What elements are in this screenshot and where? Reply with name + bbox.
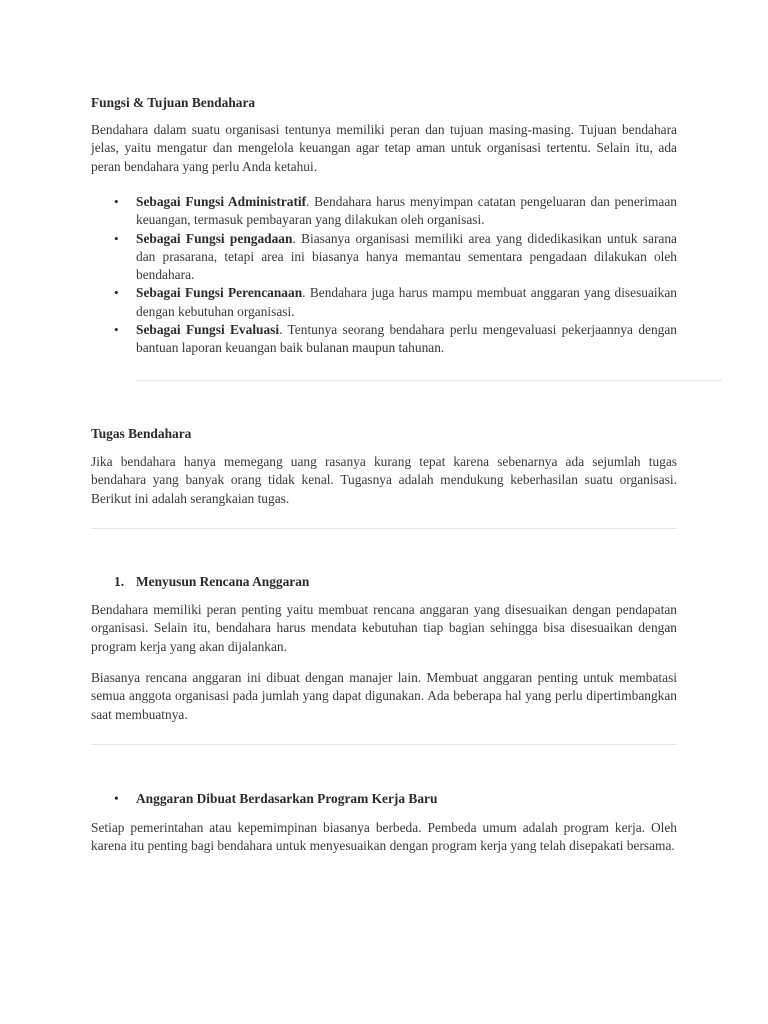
bullet-icon: •	[114, 285, 119, 301]
section-heading-tugas: Tugas Bendahara	[91, 426, 192, 441]
list-item-term: Sebagai Fungsi Perencanaan	[136, 285, 303, 301]
divider	[91, 528, 677, 529]
list-item-term: Sebagai Fungsi pengadaan	[136, 230, 293, 246]
divider	[136, 380, 722, 381]
section-heading-fungsi-tujuan: Fungsi & Tujuan Bendahara	[91, 95, 256, 110]
list-item-term: Sebagai Fungsi Administratif	[136, 194, 307, 209]
list-item-fungsi-perencanaan	[114, 284, 677, 321]
divider	[91, 744, 677, 745]
bullet-icon: •	[114, 194, 119, 209]
paragraph-tugas-intro: Jika bendahara hanya memegang uang rasanya kurang tepat karena sebenarnya ada sejumlah tugas bendahara yang banyak orang tidak kenal. Tugasnya adalah mendukung keberhasilan suatu organisasi. Berikut ini adalah serangkaian tugas.	[91, 454, 677, 506]
bullet-icon: •	[114, 322, 119, 338]
list-item-text: . Biasanya organisasi memiliki area yang didedikasikan untuk sarana dan prasarana, tetapi area ini biasanya hanya memantau sementara pengadaan dilakukan oleh bendahara.	[136, 230, 677, 283]
list-item-fungsi-pengadaan	[114, 230, 677, 285]
paragraph-rencana-1: Bendahara memiliki peran penting yaitu membuat rencana anggaran yang disesuaikan dengan pendapatan organisasi. Selain itu, bendahara harus mendata kebutuhan tiap bagian sehingga bisa disesuaikan dengan program kerja yang akan dijalankan.	[91, 602, 677, 654]
list-item-text: . Bendahara harus menyimpan catatan pengeluaran dan penerimaan keuangan, termasuk pembayaran yang dilakukan oleh organisasi.	[136, 194, 677, 228]
heading-number: 1.	[114, 574, 125, 589]
paragraph-rencana-2: Biasanya rencana anggaran ini dibuat dengan manajer lain. Membuat anggaran penting untuk membatasi semua anggota organisasi pada jumlah yang dapat digunakan. Ada beberapa hal yang perlu dipertimbangkan saat membuatnya.	[91, 670, 677, 722]
paragraph-program-kerja: Setiap pemerintahan atau kepemimpinan biasanya berbeda. Pembeda umum adalah program kerja. Oleh karena itu penting bagi bendahara untuk menyesuaikan dengan program kerja yang telah disepakati bersama.	[91, 820, 677, 854]
bullet-icon: •	[114, 230, 119, 246]
fungsi-bullet-list	[114, 193, 677, 358]
numbered-heading-rencana-anggaran	[114, 574, 309, 590]
list-item-text: . Tentunya seorang bendahara perlu mengevaluasi pekerjaannya dengan bantuan laporan keuangan baik bulanan maupun tahunan.	[136, 322, 677, 356]
heading-text: Menyusun Rencana Anggaran	[136, 574, 310, 589]
list-item-fungsi-administratif	[114, 193, 677, 230]
heading-text: Anggaran Dibuat Berdasarkan Program Kerja Baru	[136, 791, 438, 806]
list-item-text: . Bendahara juga harus mampu membuat anggaran yang disesuaikan dengan kebutuhan organisasi.	[136, 285, 677, 319]
paragraph-fungsi-intro: Bendahara dalam suatu organisasi tentunya memiliki peran dan tujuan masing-masing. Tujuan bendahara jelas, yaitu mengatur dan mengelola keuangan agar tetap aman untuk organisasi tertentu. Selain itu, ada peran bendahara yang perlu Anda ketahui.	[91, 122, 677, 174]
bullet-icon: •	[114, 791, 119, 806]
list-item-fungsi-evaluasi	[114, 321, 677, 358]
bullet-heading-program-kerja	[114, 791, 437, 807]
list-item-term: Sebagai Fungsi Evaluasi	[136, 322, 280, 338]
